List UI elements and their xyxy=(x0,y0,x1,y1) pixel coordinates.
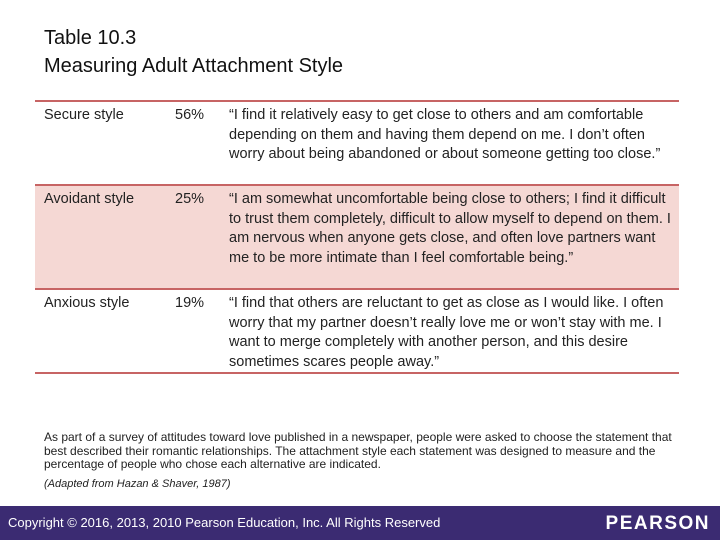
table-row-secure xyxy=(35,102,679,186)
table-number: Table 10.3 xyxy=(44,27,137,49)
style-label: Anxious style xyxy=(44,295,130,311)
pearson-logo: PEARSON xyxy=(605,513,710,534)
footer-bar xyxy=(0,506,720,540)
table-row-avoidant xyxy=(35,186,679,290)
table-heading: Measuring Adult Attachment Style xyxy=(44,55,344,77)
style-percent: 19% xyxy=(175,295,205,311)
style-label: Secure style xyxy=(44,107,124,123)
attachment-style-table xyxy=(35,100,679,374)
style-statement: “I find that others are reluctant to get as close as I would like. I often worry that my partner doesn’t really love me or won’t stay with me. I want to merge completely with another person, and this desire sometimes scares people away.” xyxy=(229,295,664,370)
style-statement: “I am somewhat uncomfortable being close to others; I find it difficult to trust them completely, difficult to allow myself to depend on them. I am nervous when anyone gets close, and often love partners want me to be more intimate than I feel comfortable being.” xyxy=(229,191,671,266)
table-row-anxious xyxy=(35,290,679,374)
style-percent: 56% xyxy=(175,107,205,123)
source-citation: (Adapted from Hazan & Shaver, 1987) xyxy=(44,478,231,490)
style-label: Avoidant style xyxy=(44,191,135,207)
table-title xyxy=(44,24,343,80)
style-percent: 25% xyxy=(175,191,205,207)
copyright-text: Copyright © 2016, 2013, 2010 Pearson Education, Inc. All Rights Reserved xyxy=(8,515,441,530)
table-caption: As part of a survey of attitudes toward love published in a newspaper, people were asked to choose the statement that best described their romantic relationships. The attachment style each statement was designed to measure and the percentage of people who chose each alternative are indicated. xyxy=(44,430,672,471)
style-statement: “I find it relatively easy to get close to others and am comfortable depending on them and having them depend on me. I don’t often worry about being abandoned or about someone getting too close.” xyxy=(229,107,661,162)
